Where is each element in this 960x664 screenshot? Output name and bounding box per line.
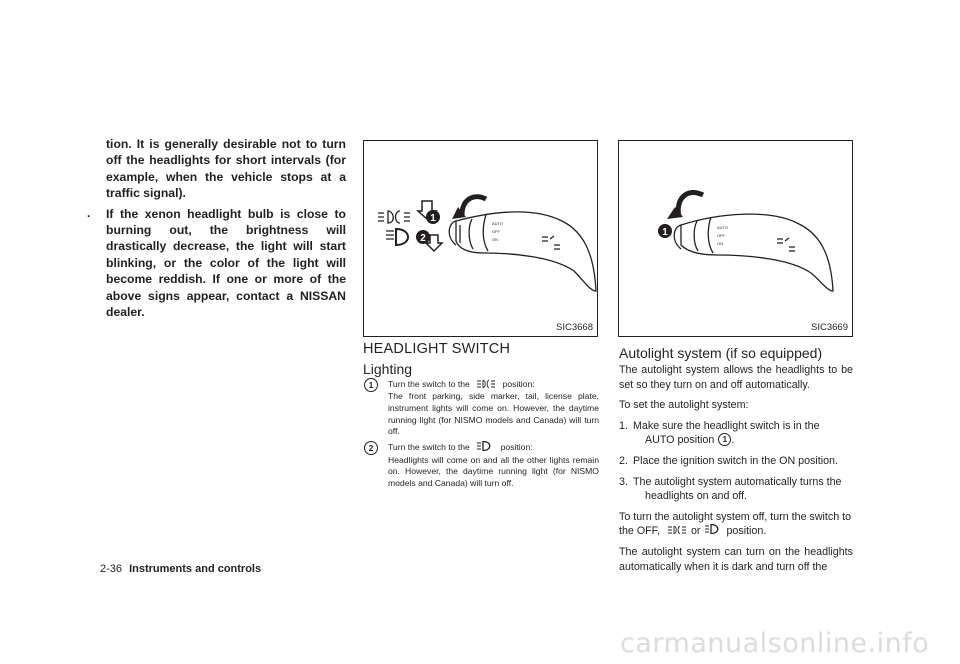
left-column	[87, 136, 346, 324]
svg-text:AUTO: AUTO	[492, 221, 504, 226]
lighting-item-1	[363, 378, 599, 438]
item-description: The front parking, side marker, tail, license plate, instrument lights will come on. However, the daytime running light (for NISMO models and Canada) will turn off.	[388, 390, 599, 437]
autolight-setup-label: To set the autolight system:	[619, 399, 749, 412]
svg-text:ON: ON	[492, 237, 498, 242]
parking-light-icon	[668, 524, 686, 539]
svg-text:AUTO: AUTO	[717, 225, 729, 230]
autolight-heading: Autolight system (if so equipped)	[619, 345, 823, 361]
callout-1	[658, 224, 672, 238]
autolight-column	[619, 363, 853, 580]
page-footer	[100, 563, 261, 575]
step-1: 1. Make sure the headlight switch is in the AUTO position 1 .	[619, 419, 820, 447]
headlight-stalk-illustration	[364, 141, 597, 336]
continued-paragraph: tion. It is generally desirable not to turn off the headlights for short intervals (for example, when the vehicle stops at a traffic signal).	[106, 137, 346, 201]
svg-text:OFF: OFF	[492, 229, 500, 234]
page-number: 2-36	[100, 563, 123, 575]
item-number-badge: 2	[364, 441, 378, 455]
headlight-switch-figure	[363, 140, 598, 337]
svg-text:OFF: OFF	[717, 233, 725, 238]
autolight-figure	[618, 140, 853, 337]
autolight-intro: The autolight system allows the headlights to be set so they turn on and off automatically.	[619, 364, 853, 391]
svg-text:ON: ON	[717, 241, 723, 246]
xenon-warning-paragraph: If the xenon headlight bulb is close to burning out, the brightness will drastically decrease, the light will start blinking, or the color of the light will become reddish. If one or more of the above signs appear, contact a NISSAN dealer.	[106, 206, 346, 320]
step-3: 3. The autolight system automatically turns the headlights on and off.	[619, 475, 842, 503]
headlight-icon	[477, 441, 493, 454]
subsection-heading: Lighting	[363, 361, 413, 377]
svg-text:2: 2	[420, 233, 426, 244]
item-instruction: Turn the switch to the position:	[388, 441, 599, 454]
svg-text:1: 1	[430, 213, 436, 224]
item-description: Headlights will come on and all the other lights remain on. However, the daytime running light (for NISMO models and Canada) will turn off.	[388, 454, 599, 489]
figure-code: SIC3669	[811, 322, 848, 333]
watermark: carmanualsonline.info	[620, 628, 930, 659]
svg-text:1: 1	[662, 227, 668, 238]
item-number-badge: 1	[364, 378, 378, 392]
section-heading: HEADLIGHT SWITCH	[363, 341, 511, 357]
section-name: Instruments and controls	[129, 563, 262, 575]
step-2: 2. Place the ignition switch in the ON position.	[619, 454, 838, 467]
headlight-icon	[705, 524, 721, 539]
parking-light-icon	[477, 379, 495, 391]
callout-circle: 1	[718, 433, 731, 446]
callout-2	[416, 230, 430, 244]
callout-1	[426, 210, 440, 224]
item-instruction: Turn the switch to the position:	[388, 379, 535, 389]
lighting-list	[363, 378, 599, 493]
lighting-item-2	[363, 441, 599, 490]
bullet-item	[87, 205, 346, 321]
autolight-off-paragraph: To turn the autolight system off, turn the switch to the OFF, or position.	[619, 510, 852, 538]
autolight-stalk-illustration	[619, 141, 852, 336]
autolight-last-paragraph: The autolight system can turn on the headlights automatically when it is dark and turn off the	[619, 546, 853, 573]
figure-code: SIC3668	[556, 322, 593, 333]
bullet-mark: .	[87, 205, 91, 220]
